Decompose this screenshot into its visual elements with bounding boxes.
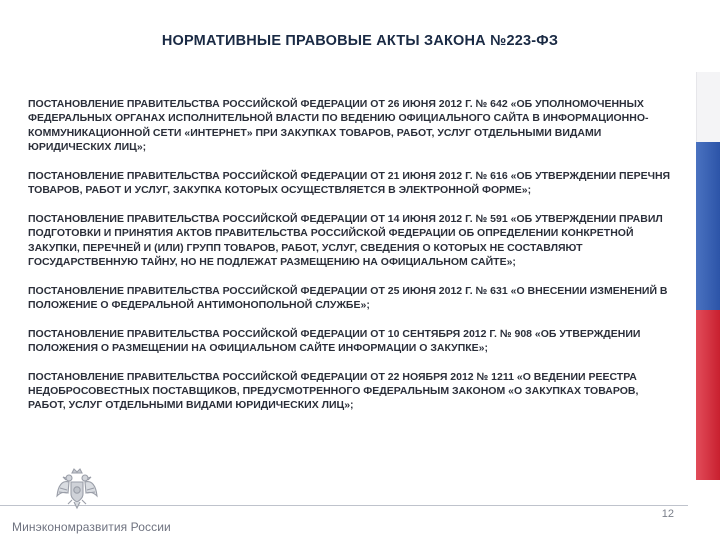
legal-act-item: ПОСТАНОВЛЕНИЕ ПРАВИТЕЛЬСТВА РОССИЙСКОЙ ФЕДЕРАЦИИ ОТ 22 НОЯБРЯ 2012 № 1211 «О ВЕДЕНИИ РЕЕСТРА НЕДОБРОСОВЕСТНЫХ ПОСТАВЩИКОВ, ПРЕДУСМОТРЕННОГО ФЕДЕРАЛЬНЫМ ЗАКОНОМ «О ЗАКУПКАХ ТОВАРОВ, РАБОТ, УСЛУГ ОТДЕЛЬНЫМИ ВИДАМИ ЮРИДИЧЕСКИХ ЛИЦ»; (28, 370, 639, 412)
slide-title: НОРМАТИВНЫЕ ПРАВОВЫЕ АКТЫ ЗАКОНА №223-ФЗ (161, 33, 559, 49)
legal-act-item: ПОСТАНОВЛЕНИЕ ПРАВИТЕЛЬСТВА РОССИЙСКОЙ ФЕДЕРАЦИИ ОТ 21 ИЮНЯ 2012 Г. № 616 «ОБ УТВЕРЖДЕНИИ ПЕРЕЧНЯ ТОВАРОВ, РАБОТ И УСЛУГ, ЗАКУПКА КОТОРЫХ ОСУЩЕСТВЛЯЕТСЯ В ЭЛЕКТРОННОЙ ФОРМЕ»; (28, 169, 671, 197)
footer-divider (0, 505, 688, 506)
flag-stripe-blue (696, 142, 720, 310)
ministry-name: Минэкономразвития России (12, 520, 171, 534)
legal-act-item: ПОСТАНОВЛЕНИЕ ПРАВИТЕЛЬСТВА РОССИЙСКОЙ ФЕДЕРАЦИИ ОТ 25 ИЮНЯ 2012 Г. № 631 «О ВНЕСЕНИИ ИЗМЕНЕНИЙ В ПОЛОЖЕНИЕ О ФЕДЕРАЛЬНОЙ АНТИМОНОПОЛЬНОЙ СЛУЖБЕ»; (28, 284, 668, 312)
page-number: 12 (661, 508, 674, 520)
legal-act-item: ПОСТАНОВЛЕНИЕ ПРАВИТЕЛЬСТВА РОССИЙСКОЙ ФЕДЕРАЦИИ ОТ 26 ИЮНЯ 2012 Г. № 642 «ОБ УПОЛНОМОЧЕННЫХ ФЕДЕРАЛЬНЫХ ОРГАНАХ ИСПОЛНИТЕЛЬНОЙ ВЛАСТИ ПО ВЕДЕНИЮ ОФИЦИАЛЬНОГО САЙТА В ИНФОРМАЦИОННО-КОММУНИКАЦИОННОЙ СЕТИ «ИНТЕРНЕТ» ПРИ ЗАКУПКАХ ТОВАРОВ, РАБОТ, УСЛУГ ОТДЕЛЬНЫМИ ВИДАМИ ЮРИДИЧЕСКИХ ЛИЦ»; (28, 98, 649, 154)
legal-act-item: ПОСТАНОВЛЕНИЕ ПРАВИТЕЛЬСТВА РОССИЙСКОЙ ФЕДЕРАЦИИ ОТ 14 ИЮНЯ 2012 Г. № 591 «ОБ УТВЕРЖДЕНИИ ПРАВИЛ ПОДГОТОВКИ И ПРИНЯТИЯ АКТОВ ПРАВИТЕЛЬСТВА РОССИЙСКОЙ ФЕДЕРАЦИИ ОБ ОПРЕДЕЛЕНИИ КОНКРЕТНОЙ ЗАКУПКИ, ПЕРЕЧНЕЙ И (ИЛИ) ГРУПП ТОВАРОВ, РАБОТ, УСЛУГ, СВЕДЕНИЯ О КОТОРЫХ НЕ СОСТАВЛЯЮТ ГОСУДАРСТВЕННУЮ ТАЙНУ, НО НЕ ПОДЛЕЖАТ РАЗМЕЩЕНИЮ НА ОФИЦИАЛЬНОМ САЙТЕ»; (28, 212, 663, 269)
double-headed-eagle-icon (54, 466, 100, 512)
legal-acts-list (28, 97, 674, 427)
flag-stripe-red (696, 310, 720, 480)
flag-stripe-white (696, 72, 720, 142)
legal-act-item: ПОСТАНОВЛЕНИЕ ПРАВИТЕЛЬСТВА РОССИЙСКОЙ ФЕДЕРАЦИИ ОТ 10 СЕНТЯБРЯ 2012 Г. № 908 «ОБ УТВЕРЖДЕНИИ ПОЛОЖЕНИЯ О РАЗМЕЩЕНИИ НА ОФИЦИАЛЬНОМ САЙТЕ ИНФОРМАЦИИ О ЗАКУПКЕ»; (28, 327, 641, 355)
